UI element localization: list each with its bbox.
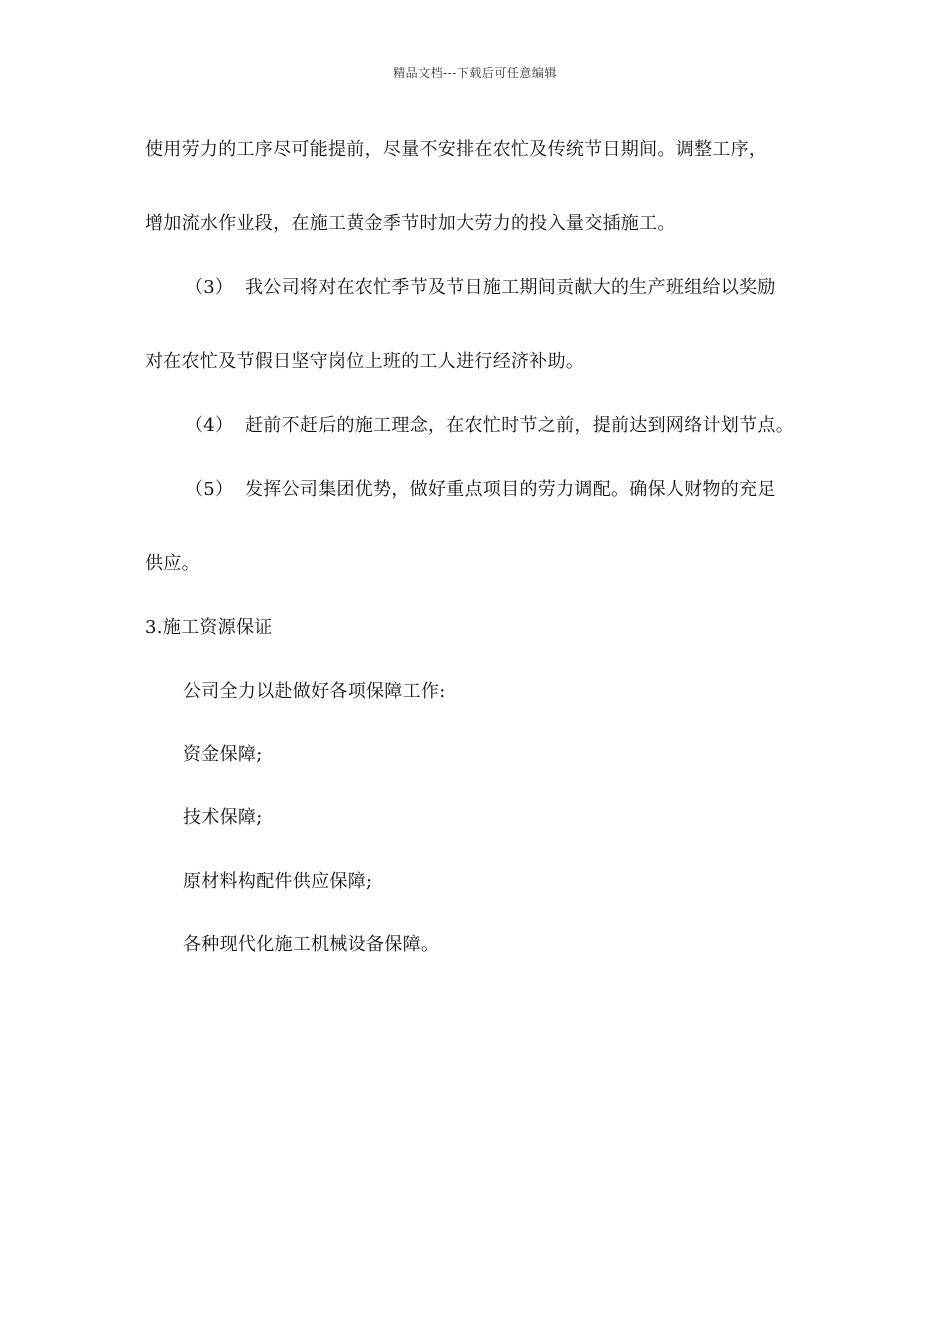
- list-item: 技术保障;: [183, 807, 263, 828]
- paragraph-line: 使用劳力的工序尽可能提前，尽量不安排在农忙及传统节日期间。调整工序，: [145, 139, 768, 160]
- list-item: 资金保障;: [183, 744, 263, 765]
- list-item: 各种现代化施工机械设备保障。: [183, 934, 440, 955]
- section-intro: 公司全力以赴做好各项保障工作:: [183, 681, 446, 702]
- page-header: 精品文档---下载后可任意编辑: [393, 66, 557, 80]
- list-item-number: （3）: [185, 277, 234, 298]
- list-item-4: [185, 414, 794, 438]
- list-item-text: 赶前不赶后的施工理念，在农忙时节之前，提前达到网络计划节点。: [245, 415, 794, 436]
- list-item-5: [185, 478, 776, 502]
- list-item-3: [185, 276, 776, 300]
- section-heading: 3.施工资源保证: [145, 617, 273, 638]
- paragraph-line: 供应。: [145, 553, 200, 574]
- paragraph-line: 对在农忙及节假日坚守岗位上班的工人进行经济补助。: [145, 351, 585, 372]
- list-item-number: （4）: [185, 415, 234, 436]
- list-item-number: （5）: [185, 479, 234, 500]
- paragraph-line: 增加流水作业段，在施工黄金季节时加大劳力的投入量交插施工。: [145, 213, 676, 234]
- list-item: 原材料构配件供应保障;: [183, 871, 373, 892]
- list-item-text: 发挥公司集团优势，做好重点项目的劳力调配。确保人财物的充足: [245, 479, 776, 500]
- list-item-text: 我公司将对在农忙季节及节日施工期间贡献大的生产班组给以奖励: [245, 277, 776, 298]
